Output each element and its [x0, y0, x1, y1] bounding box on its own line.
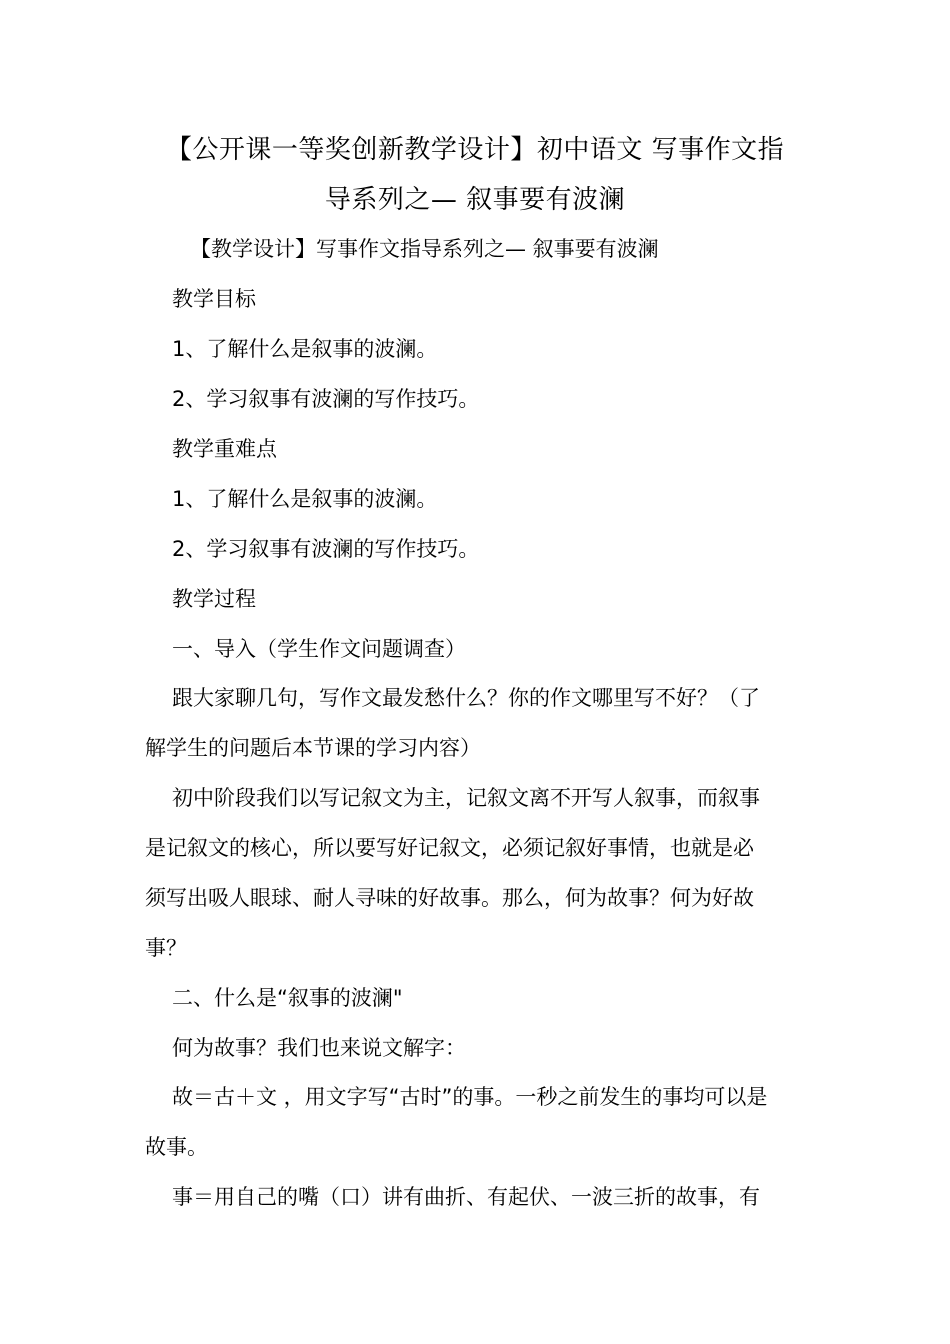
goal-item-2: 2、学习叙事有波澜的写作技巧。 [172, 387, 480, 411]
paragraph-2-line-3: 须写出吸人眼球、耐人寻味的好故事。那么，何为故事？何为好故 [145, 886, 754, 910]
key-points-heading: 教学重难点 [172, 437, 277, 461]
paragraph-3: 何为故事？我们也来说文解字： [172, 1036, 466, 1060]
goals-heading: 教学目标 [172, 287, 256, 311]
process-heading: 教学过程 [172, 587, 256, 611]
section-heading-1: 一、导入（学生作文问题调查） [172, 637, 466, 661]
paragraph-4-line-1: 故＝古＋文 ，用文字写“古时”的事。一秒之前发生的事均可以是 [172, 1085, 768, 1109]
paragraph-5-line-1: 事＝用自己的嘴（口）讲有曲折、有起伏、一波三折的故事，有 [172, 1185, 760, 1209]
paragraph-2-line-2: 是记叙文的核心，所以要写好记叙文，必须记叙好事情，也就是必 [145, 836, 754, 860]
subtitle: 【教学设计】写事作文指导系列之— 叙事要有波澜 [190, 237, 659, 261]
paragraph-1-line-2: 解学生的问题后本节课的学习内容） [145, 736, 481, 760]
key-point-item-2: 2、学习叙事有波澜的写作技巧。 [172, 537, 480, 561]
paragraph-4-line-2: 故事。 [145, 1135, 208, 1159]
paragraph-2-line-1: 初中阶段我们以写记叙文为主，记叙文离不开写人叙事，而叙事 [172, 786, 760, 810]
document-title-line-1: 【公开课一等奖创新教学设计】初中语文 写事作文指 [165, 135, 785, 165]
paragraph-1-line-1: 跟大家聊几句，写作文最发愁什么？你的作文哪里写不好？（了 [172, 686, 760, 710]
document-title-line-2: 导系列之— 叙事要有波澜 [324, 185, 626, 215]
key-point-item-1: 1、了解什么是叙事的波澜。 [172, 487, 438, 511]
section-heading-2: 二、什么是“叙事的波澜" [172, 986, 403, 1010]
paragraph-2-line-4: 事？ [145, 936, 187, 960]
goal-item-1: 1、了解什么是叙事的波澜。 [172, 337, 438, 361]
